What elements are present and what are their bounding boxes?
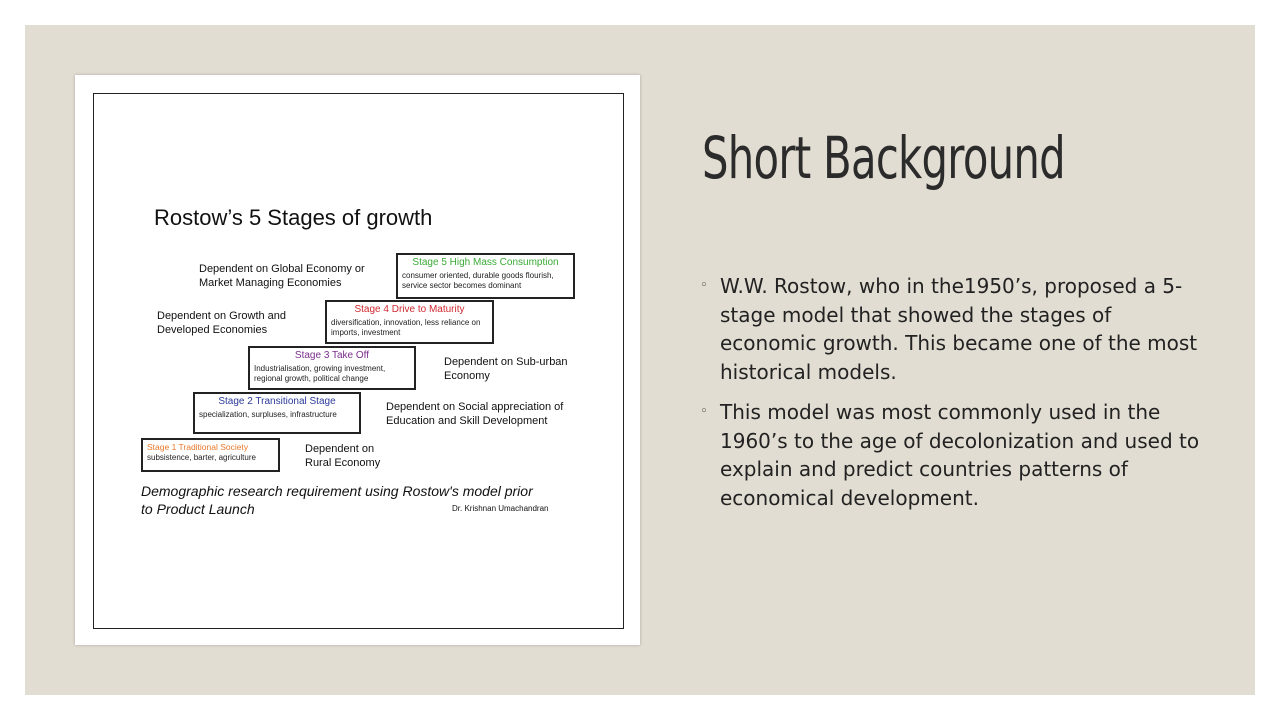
stage-3-title: Stage 3 Take Off	[294, 350, 370, 361]
diagram-caption: Demographic research requirement using Rostow's model prior to Product Launch	[141, 483, 533, 517]
stage-4-box	[325, 300, 494, 344]
bullet-icon: ◦	[700, 278, 708, 293]
bullet-text: W.W. Rostow, who in the1950’s, proposed a 5-stage model that showed the stages of economic growth. This became one of the most historical models.	[720, 274, 1198, 384]
bullet-icon: ◦	[700, 404, 708, 419]
stage-1-title: Stage 1 Traditional Society	[147, 442, 249, 452]
stage-3-desc: Industrialisation, growing investment, regional growth, political change	[254, 364, 386, 383]
bullet-text: This model was most commonly used in the 1960’s to the age of decolonization and used to explain and predict countries patterns of economical development.	[720, 400, 1200, 510]
bullet-item	[700, 398, 1210, 512]
bullet-list[interactable]	[700, 272, 1210, 524]
stage-4-desc: diversification, innovation, less reliance on imports, investment	[331, 318, 481, 337]
diagram-author: Dr. Krishnan Umachandran	[452, 504, 549, 513]
bullet-item	[700, 272, 1210, 386]
stage-1-desc: subsistence, barter, agriculture	[147, 453, 256, 462]
dependency-stage-2: Dependent on Social appreciation of Education and Skill Development	[386, 401, 564, 427]
dependency-stage-1: Dependent on Rural Economy	[305, 443, 381, 469]
stage-2-title: Stage 2 Transitional Stage	[218, 396, 336, 407]
slide-title[interactable]: Short Background	[702, 124, 1065, 192]
stage-3-box	[248, 346, 416, 390]
stage-4-title: Stage 4 Drive to Maturity	[354, 304, 465, 315]
dependency-stage-3: Dependent on Sub-urban Economy	[444, 356, 568, 382]
diagram-title: Rostow’s 5 Stages of growth	[154, 205, 433, 230]
stage-5-desc: consumer oriented, durable goods flourish, service sector becomes dominant	[402, 271, 554, 290]
stage-2-desc: specialization, surpluses, infrastructure	[199, 410, 337, 419]
dependency-stage-4: Dependent on Growth and Developed Economies	[157, 310, 287, 336]
stage-5-box	[396, 253, 575, 299]
stage-2-box	[193, 392, 361, 434]
dependency-stage-5: Dependent on Global Economy or Market Managing Economies	[199, 263, 365, 289]
stage-1-box	[141, 438, 280, 472]
stage-5-title: Stage 5 High Mass Consumption	[412, 257, 559, 268]
